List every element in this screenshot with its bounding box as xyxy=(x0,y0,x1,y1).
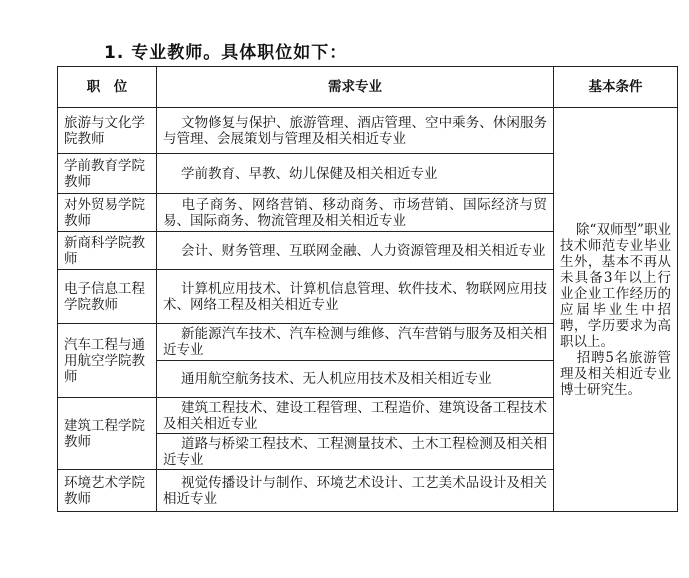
table-row xyxy=(58,108,678,154)
conditions-cell xyxy=(554,108,678,512)
major-cell: 新能源汽车技术、汽车检测与维修、汽车营销与服务及相关相近专业 xyxy=(157,324,554,361)
major-cell: 文物修复与保护、旅游管理、酒店管理、空中乘务、休闲服务与管理、会展策划与管理及相关相近专业 xyxy=(157,108,554,154)
positions-table xyxy=(57,66,678,512)
college-cell: 新商科学院教师 xyxy=(58,232,157,270)
major-cell: 通用航空航务技术、无人机应用技术及相关相近专业 xyxy=(157,361,554,398)
header-major: 需求专业 xyxy=(157,67,554,108)
college-cell: 建筑工程学院教师 xyxy=(58,398,157,470)
major-cell: 学前教育、早教、幼儿保健及相关相近专业 xyxy=(157,154,554,194)
major-cell: 电子商务、网络营销、移动商务、市场营销、国际经济与贸易、国际商务、物流管理及相关相近专业 xyxy=(157,194,554,232)
major-cell: 会计、财务管理、互联网金融、人力资源管理及相关相近专业 xyxy=(157,232,554,270)
college-cell: 环境艺术学院教师 xyxy=(58,470,157,512)
condition-text: 除“双师型”职业技术师范专业毕业生外，基本不再从未具备3年以上行业企业工作经历的应届毕业生中招聘，学历要求为高职以上。 xyxy=(560,221,671,350)
college-cell: 对外贸易学院教师 xyxy=(58,194,157,232)
condition-text: 招聘5名旅游管理及相关相近专业博士研究生。 xyxy=(560,349,671,398)
college-cell: 电子信息工程学院教师 xyxy=(58,270,157,324)
table-header-row xyxy=(58,67,678,108)
section-heading: 1. 专业教师。具体职位如下： xyxy=(104,43,348,63)
college-cell: 旅游与文化学院教师 xyxy=(58,108,157,154)
major-cell: 建筑工程技术、建设工程管理、工程造价、建筑设备工程技术及相关相近专业 xyxy=(157,398,554,434)
college-cell: 汽车工程与通用航空学院教师 xyxy=(58,324,157,398)
major-cell: 视觉传播设计与制作、环境艺术设计、工艺美术品设计及相关相近专业 xyxy=(157,470,554,512)
college-cell: 学前教育学院教师 xyxy=(58,154,157,194)
header-position: 职 位 xyxy=(58,67,157,108)
major-cell: 计算机应用技术、计算机信息管理、软件技术、物联网应用技术、网络工程及相关相近专业 xyxy=(157,270,554,324)
major-cell: 道路与桥梁工程技术、工程测量技术、土木工程检测及相关相近专业 xyxy=(157,434,554,470)
header-conditions: 基本条件 xyxy=(554,67,678,108)
